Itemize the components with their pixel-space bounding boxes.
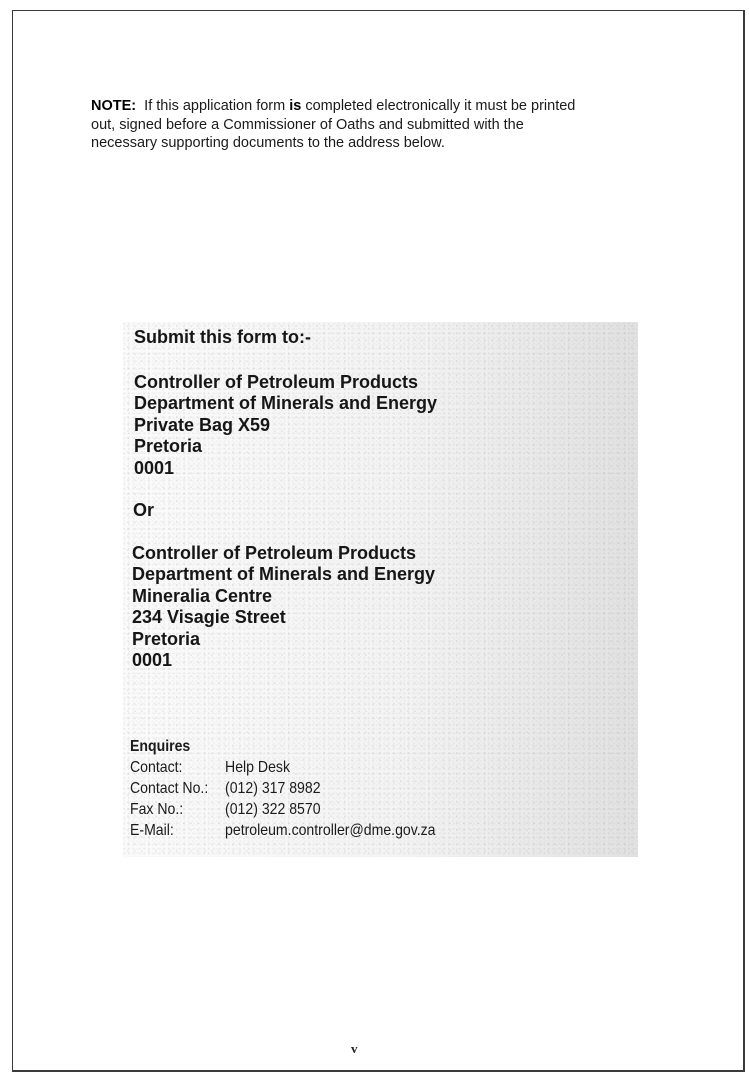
email-address: petroleum.controller@dme.gov.za (225, 822, 436, 839)
address-line: Pretoria (134, 436, 203, 457)
enquiry-value: (012) 317 8982 (225, 780, 321, 797)
note-line-1-post: completed electronically it must be printed (301, 98, 576, 114)
address-line: Department of Minerals and Energy (134, 393, 438, 414)
submit-heading: Submit this form to:- (134, 327, 311, 347)
address-line: Pretoria (132, 628, 201, 649)
address-line: Controller of Petroleum Products (132, 543, 417, 563)
enquiry-label: E-Mail: (130, 822, 174, 839)
address-line: Private Bag X59 (134, 414, 271, 435)
enquiries-block (130, 736, 436, 841)
enquiry-row (130, 757, 436, 778)
address-line: Department of Minerals and Energy (132, 564, 436, 585)
street-address (132, 543, 435, 671)
enquiry-row (130, 778, 436, 799)
enquiry-row (130, 799, 436, 820)
postal-address (134, 372, 437, 479)
note-paragraph (91, 97, 651, 153)
address-line: Mineralia Centre (132, 585, 273, 606)
enquiry-label: Contact: (130, 759, 183, 776)
enquiries-title: Enquires (130, 738, 191, 755)
page-number: v (351, 1041, 358, 1056)
note-line-3: necessary supporting documents to the address below. (91, 135, 445, 151)
address-line: 0001 (134, 457, 175, 478)
note-label: NOTE: (91, 98, 137, 114)
enquiry-row (130, 820, 436, 841)
note-line-1 (91, 97, 651, 116)
enquiry-value: (012) 322 8570 (225, 801, 321, 818)
enquiry-value: Help Desk (225, 759, 290, 776)
address-line: 234 Visagie Street (132, 607, 286, 628)
note-line-2: out, signed before a Commissioner of Oaths and submitted with the (91, 116, 524, 133)
address-line: Controller of Petroleum Products (134, 372, 419, 392)
address-line: 0001 (132, 650, 173, 671)
enquiry-label: Fax No.: (130, 801, 184, 818)
note-line-1-bold: is (289, 98, 302, 114)
enquiry-label: Contact No.: (130, 780, 209, 797)
note-line-1-pre: If this application form (144, 98, 290, 114)
or-separator: Or (133, 500, 155, 520)
